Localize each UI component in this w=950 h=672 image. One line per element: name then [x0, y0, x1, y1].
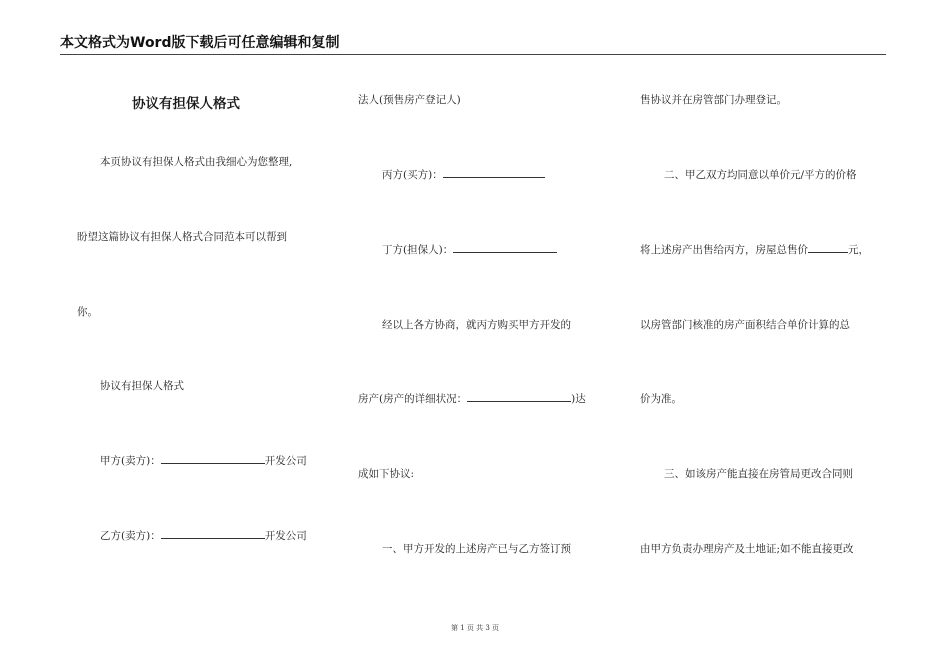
- clause-2-line-2-suffix: 元，: [848, 244, 869, 256]
- party-c-label: 丙方(买方)：: [382, 169, 443, 181]
- total-price-blank: [808, 243, 848, 253]
- clause-2-line-1: 二、甲乙双方均同意以单价元/平方的价格: [664, 169, 857, 181]
- clause-2-line-4: 价为准。: [640, 393, 682, 405]
- party-c-blank: [443, 168, 545, 178]
- intro-line-3: 你。: [77, 306, 98, 318]
- agree-line-2-suffix: )达: [571, 393, 586, 405]
- party-a-label: 甲方(卖方)：: [100, 455, 161, 467]
- intro-line-2: 盼望这篇协议有担保人格式合同范本可以帮到: [77, 231, 287, 243]
- agree-line-2-prefix: 房产(房产的详细状况：: [358, 393, 468, 405]
- agree-line-3: 成如下协议:: [358, 468, 415, 480]
- party-d-blank: [453, 243, 557, 253]
- agree-line-1: 经以上各方协商，就丙方购买甲方开发的: [382, 319, 571, 331]
- party-a-line: [100, 454, 307, 468]
- agree-line-2: [358, 392, 586, 406]
- party-b-line: [100, 529, 307, 543]
- page-footer: 第 1 页 共 3 页: [450, 624, 500, 632]
- party-d-label: 丁方(担保人)：: [382, 244, 454, 256]
- clause-3-line-2: 由甲方负责办理房产及土地证;如不能直接更改: [640, 543, 854, 555]
- property-detail-blank: [467, 392, 571, 402]
- party-c-line: [382, 168, 545, 182]
- clause-2-line-3: 以房管部门核准的房产面积结合单价计算的总: [640, 319, 850, 331]
- party-b-suffix: 开发公司: [264, 530, 307, 542]
- document-title: 协议有担保人格式: [132, 96, 240, 112]
- page-header: [60, 34, 886, 55]
- clause-1-line-1: 一、甲方开发的上述房产已与乙方签订预: [382, 543, 571, 555]
- party-b-label: 乙方(卖方)：: [100, 530, 161, 542]
- header-text: 本文格式为Word版下载后可任意编辑和复制: [60, 35, 340, 51]
- intro-line-1: 本页协议有担保人格式由我细心为您整理,: [100, 156, 293, 168]
- clause-1-continued: 售协议并在房管部门办理登记。: [640, 94, 787, 106]
- legal-person: 法人(预售房产登记人): [358, 94, 461, 106]
- clause-2-line-2: [640, 243, 869, 257]
- clause-2-line-2-prefix: 将上述房产出售给丙方，房屋总售价: [640, 244, 808, 256]
- clause-3-line-1: 三、如该房产能直接在房管局更改合同则: [664, 468, 853, 480]
- subtitle: 协议有担保人格式: [100, 380, 184, 392]
- party-b-blank: [161, 529, 265, 539]
- party-a-suffix: 开发公司: [264, 455, 307, 467]
- party-a-blank: [161, 454, 265, 464]
- party-d-line: [382, 243, 557, 257]
